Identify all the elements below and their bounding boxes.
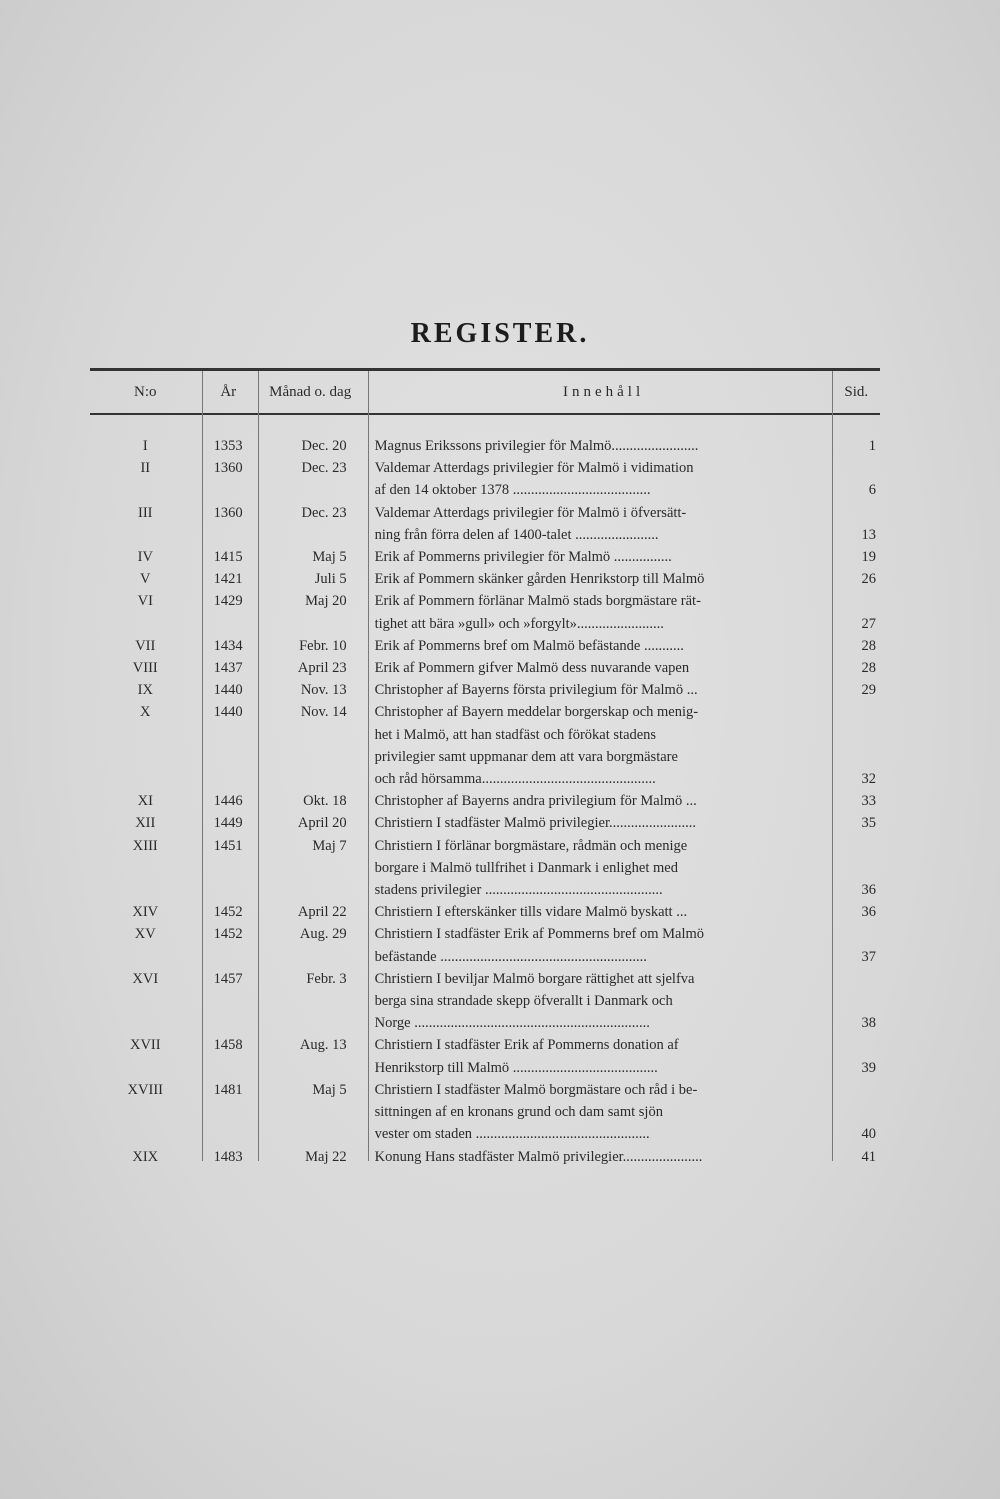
row-year: 1360 [213,460,243,477]
row-year: 1449 [213,815,243,832]
row-number: XIV [132,904,159,921]
row-number: V [140,571,151,588]
row-content [365,635,833,657]
row-content [365,679,833,701]
row-year: 1415 [213,549,243,566]
row-date: Maj 5 [312,549,347,566]
row-number: II [140,460,151,477]
content-line: Christiern I beviljar Malmö borgare rättighet att sjelfva [374,970,695,987]
content-line: privilegier samt uppmanar dem att vara borgmästare [374,748,678,765]
content-line: Erik af Pommerns privilegier för Malmö ................ [374,549,672,566]
row-page: 35 [861,815,876,832]
row-date: Maj 22 [305,1148,347,1165]
register-table [90,368,880,1168]
row-year: 1451 [213,837,243,854]
row-date: Nov. 13 [300,682,347,699]
row-year: 1452 [213,926,243,943]
row-year: 1457 [213,970,243,987]
header-year: År [220,383,237,400]
row-content [365,968,833,1035]
row-number: I [142,438,148,454]
content-line: Christopher af Bayerns första privilegium för Malmö ... [374,682,698,699]
content-line: stadens privilegier ................................................. [374,882,663,899]
row-year: 1481 [213,1081,243,1098]
row-number: XIX [132,1148,159,1165]
column-divider [258,371,259,1161]
row-year: 1452 [213,904,243,921]
content-line: Christiern I förlänar borgmästare, rådmän och menige [374,837,688,854]
row-number: XVI [132,970,159,987]
table-row [90,1079,880,1146]
row-content [365,923,833,967]
row-page: 41 [861,1148,876,1165]
content-line: tighet att bära »gull» och »forgylt»........................ [374,615,664,632]
row-year: 1440 [213,704,243,721]
row-page: 39 [861,1059,876,1076]
table-body [90,435,880,1168]
row-number: IX [137,682,153,699]
row-number: XIII [132,837,158,854]
row-date: Febr. 10 [299,637,347,654]
row-content [365,812,833,834]
row-number: VII [135,637,156,654]
row-page: 19 [861,549,876,566]
content-line: Christiern I stadfäster Erik af Pommerns bref om Malmö [374,926,705,943]
row-content [365,657,833,679]
row-content [365,1146,833,1168]
row-content [365,435,833,457]
row-content [365,790,833,812]
row-date: Aug. 13 [299,1037,347,1054]
table-row [90,923,880,967]
row-page: 38 [861,1015,876,1032]
row-content [365,1079,833,1146]
content-line: Valdemar Atterdags privilegier för Malmö i öfversätt- [374,504,687,521]
table-row [90,657,880,679]
content-line: Christiern I stadfäster Malmö privilegier........................ [374,815,696,832]
row-page: 29 [861,682,876,699]
row-number: XV [134,926,156,943]
row-date: Maj 20 [305,593,347,610]
table-row [90,435,880,457]
table-row [90,790,880,812]
content-line: Christopher af Bayern meddelar borgerskap och menig- [374,704,699,721]
row-year: 1360 [213,504,243,521]
content-line: Erik af Pommerns bref om Malmö befästande ........... [374,637,684,654]
content-line: borgare i Malmö tullfrihet i Danmark i enlighet med [374,859,678,876]
row-year: 1437 [213,660,243,677]
column-divider [202,371,203,1161]
header-content: Innehåll [562,383,645,400]
row-content [365,1034,833,1078]
content-line: Christopher af Bayerns andra privilegium för Malmö ... [374,793,697,810]
content-line: Christiern I efterskänker tills vidare Malmö byskatt ... [374,904,688,921]
page-title: REGISTER. [410,318,590,349]
row-date: Dec. 23 [301,504,347,521]
row-page: 27 [861,615,876,632]
row-page: 28 [861,660,876,677]
table-row [90,679,880,701]
row-date: Maj 5 [312,1081,347,1098]
row-year: 1429 [213,593,243,610]
content-line: Erik af Pommern gifver Malmö dess nuvarande vapen [374,660,690,677]
table-row [90,457,880,501]
content-line: Henrikstorp till Malmö ........................................ [374,1059,658,1076]
row-date: Nov. 14 [300,704,347,721]
row-page: 32 [861,771,876,788]
header-page: Sid. [844,383,869,400]
row-page: 33 [861,793,876,810]
row-number: XVIII [127,1081,163,1098]
table-row [90,546,880,568]
row-date: Febr. 3 [306,970,347,987]
content-line: ning från förra delen af 1400-talet ....................... [374,526,659,543]
row-number: VIII [132,660,158,677]
row-number: VI [137,593,153,610]
content-line: Valdemar Atterdags privilegier för Malmö i vidimation [374,460,694,477]
row-content [365,546,833,568]
row-date: Dec. 23 [301,460,347,477]
row-page: 28 [861,637,876,654]
content-line: het i Malmö, att han stadfäst och förökat stadens [374,726,657,743]
content-line: och råd hörsamma................................................ [374,771,656,788]
header-no: N:o [134,383,157,400]
table-row [90,701,880,790]
content-line: berga sina strandade skepp öfverallt i Danmark och [374,993,673,1010]
content-line: Magnus Erikssons privilegier för Malmö........................ [374,438,699,454]
row-number: XII [135,815,156,832]
content-line: befästande ......................................................... [374,948,647,965]
content-line: af den 14 oktober 1378 ...................................... [374,482,651,499]
row-date: Aug. 29 [299,926,347,943]
row-date: Okt. 18 [303,793,347,810]
table-row [90,901,880,923]
row-content [365,901,833,923]
row-year: 1446 [213,793,243,810]
content-line: Konung Hans stadfäster Malmö privilegier...................... [374,1148,703,1165]
row-date: Maj 7 [312,837,347,854]
row-page: 6 [868,482,876,499]
row-content [365,457,833,501]
table-row [90,812,880,834]
row-year: 1434 [213,637,243,654]
content-line: Erik af Pommern förlänar Malmö stads borgmästare rät- [374,593,701,610]
row-year: 1421 [213,571,243,588]
table-row [90,1146,880,1168]
table-row [90,635,880,657]
row-date: Dec. 20 [301,438,347,454]
table-row [90,502,880,546]
row-page: 1 [868,438,876,454]
row-content [365,590,833,634]
row-number: XVII [129,1037,161,1054]
row-number: XI [137,793,153,810]
row-year: 1483 [213,1148,243,1165]
row-year: 1353 [213,438,243,454]
row-content [365,701,833,790]
table-row [90,968,880,1035]
row-date: Juli 5 [314,571,347,588]
header-date: Månad o. dag [269,383,352,400]
row-content [365,502,833,546]
content-line: Christiern I stadfäster Erik af Pommerns donation af [374,1037,679,1054]
row-page: 26 [861,571,876,588]
row-year: 1440 [213,682,243,699]
row-page: 37 [861,948,876,965]
row-content [365,835,833,902]
table-row [90,568,880,590]
table-row [90,590,880,634]
row-number: X [140,704,151,721]
row-page: 13 [861,526,876,543]
content-line: Erik af Pommern skänker gården Henrikstorp till Malmö [374,571,705,588]
row-page: 36 [861,882,876,899]
row-number: III [138,504,153,521]
column-divider [832,371,833,1161]
table-row [90,1034,880,1078]
row-content [365,568,833,590]
row-date: April 20 [297,815,347,832]
content-line: Norge ................................................................. [374,1015,650,1032]
content-line: vester om staden ................................................ [374,1126,650,1143]
row-number: IV [137,549,153,566]
content-line: sittningen af en kronans grund och dam samt sjön [374,1104,663,1121]
row-page: 40 [861,1126,876,1143]
row-year: 1458 [213,1037,243,1054]
row-page: 36 [861,904,876,921]
row-date: April 23 [297,660,347,677]
table-row [90,835,880,902]
table-header-row [90,371,880,415]
column-divider [368,371,369,1161]
content-line: Christiern I stadfäster Malmö borgmästare och råd i be- [374,1081,698,1098]
row-date: April 22 [297,904,347,921]
